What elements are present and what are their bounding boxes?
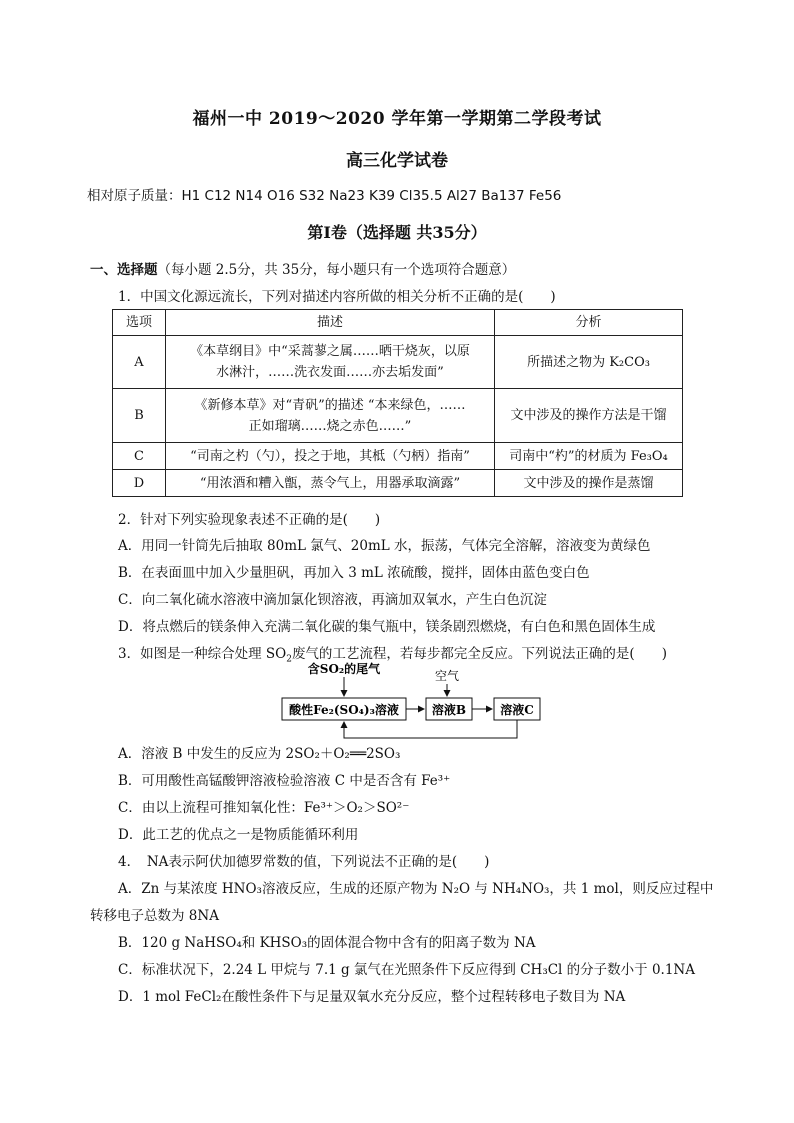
q2-option-a: A．用同一针筒先后抽取 80mL 氯气、20mL 水，振荡，气体完全溶解，溶液变为黄绿色 (118, 538, 651, 554)
col-header-description: 描述 (166, 310, 495, 336)
q1-stem: 1．中国文化源远流长，下列对描述内容所做的相关分析不正确的是( ) (118, 289, 556, 305)
flow-arrow-recycle (344, 720, 517, 738)
q3-stem-sub: 2 (286, 654, 292, 665)
section-note: （每小题 2.5分，共 35分，每小题只有一个选项符合题意） (157, 262, 516, 278)
row-option: C (113, 443, 166, 470)
flow-box-fe2so43-label: 酸性Fe₂(SO₄)₃溶液 (289, 703, 399, 717)
table-row (113, 443, 683, 470)
flow-inlet-label: 含SO₂的尾气 (307, 662, 381, 676)
row-option: D (113, 470, 166, 497)
q4-option-c: C．标准状况下，2.24 L 甲烷与 7.1 g 氯气在光照条件下反应得到 CH₃Cl 的分子数小于 0.1NA (118, 962, 695, 978)
q4-option-a-cont: 转移电子总数为 8NA (90, 908, 219, 924)
q4-option-a: A．Zn 与某浓度 HNO₃溶液反应，生成的还原产物为 N₂O 与 NH₄NO₃，共 1 mol，则反应过程中 (118, 881, 714, 897)
row-analysis: 所描述之物为 K₂CO₃ (495, 336, 683, 389)
atomic-masses: 相对原子质量：H1 C12 N14 O16 S32 Na23 K39 Cl35.5 Al27 Ba137 Fe56 (87, 188, 562, 204)
exam-title: 福州一中 2019～2020 学年第一学期第二学段考试 (192, 109, 602, 129)
flow-air-label: 空气 (434, 669, 460, 683)
row-analysis: 司南中“杓”的材质为 Fe₃O₄ (495, 443, 683, 470)
flow-box-solution-c-label: 溶液C (500, 703, 534, 717)
q4-option-b: B．120 g NaHSO₄和 KHSO₃的固体混合物中含有的阳离子数为 NA (118, 935, 536, 951)
row-description (166, 389, 495, 443)
col-header-option: 选项 (113, 310, 166, 336)
q1-table (112, 309, 683, 497)
table-row (113, 336, 683, 389)
q3-option-a: A．溶液 B 中发生的反应为 2SO₂＋O₂══2SO₃ (118, 746, 401, 762)
q3-option-d: D．此工艺的优点之一是物质能循环利用 (118, 827, 359, 843)
row-analysis: 文中涉及的操作是蒸馏 (495, 470, 683, 497)
row-option: B (113, 389, 166, 443)
q3-flow-diagram (280, 660, 550, 746)
table-header-row (113, 310, 683, 336)
table-row (113, 470, 683, 497)
row-option: A (113, 336, 166, 389)
row-analysis: 文中涉及的操作方法是干馏 (495, 389, 683, 443)
section-label: 一、选择题 (90, 262, 158, 278)
q4-stem: 4． NA表示阿伏加德罗常数的值，下列说法不正确的是( ) (118, 854, 490, 870)
q3-stem-post: 废气的工艺流程，若每步都完全反应。下列说法正确的是( ) (291, 646, 667, 662)
row-description: “司南之杓（勺），投之于地，其柢（勺柄）指南” (166, 443, 495, 470)
table-row (113, 389, 683, 443)
row-description-line: 《新修本草》对“青矾”的描述 “本来绿色，…… (194, 397, 466, 413)
flow-box-solution-b-label: 溶液B (431, 703, 467, 717)
row-description-line: 水淋汁，……洗衣发面……亦去垢发面” (216, 365, 444, 380)
part-title: 第Ⅰ卷（选择题 共35分） (307, 223, 487, 242)
row-description (166, 336, 495, 389)
q2-option-b: B．在表面皿中加入少量胆矾，再加入 3 mL 浓硫酸，搅拌，固体由蓝色变白色 (118, 565, 590, 581)
row-description-line: 正如瑠璃……烧之赤色……” (248, 418, 412, 434)
q2-stem: 2．针对下列实验现象表述不正确的是( ) (118, 512, 381, 528)
q2-option-d: D．将点燃后的镁条伸入充满二氧化碳的集气瓶中，镁条剧烈燃烧，有白色和黑色固体生成 (118, 619, 656, 635)
col-header-analysis: 分析 (495, 310, 683, 336)
q3-option-c: C．由以上流程可推知氧化性：Fe³⁺＞O₂＞SO²⁻ (118, 800, 410, 816)
q4-option-d: D．1 mol FeCl₂在酸性条件下与足量双氧水充分反应，整个过程转移电子数目为 NA (118, 989, 626, 1005)
exam-subtitle: 高三化学试卷 (346, 151, 448, 171)
q3-stem-pre: 3．如图是一种综合处理 SO (118, 646, 287, 662)
row-description: “用浓酒和糟入甑，蒸令气上，用器承取滴露” (166, 470, 495, 497)
section-heading (90, 258, 515, 278)
q2-option-c: C．向二氧化硫水溶液中滴加氯化钡溶液，再滴加双氧水，产生白色沉淀 (118, 592, 547, 608)
row-description-line: 《本草纲目》中“采蒿蓼之属……晒干烧灰，以原 (190, 344, 470, 359)
q3-option-b: B．可用酸性高锰酸钾溶液检验溶液 C 中是否含有 Fe³⁺ (118, 773, 451, 789)
